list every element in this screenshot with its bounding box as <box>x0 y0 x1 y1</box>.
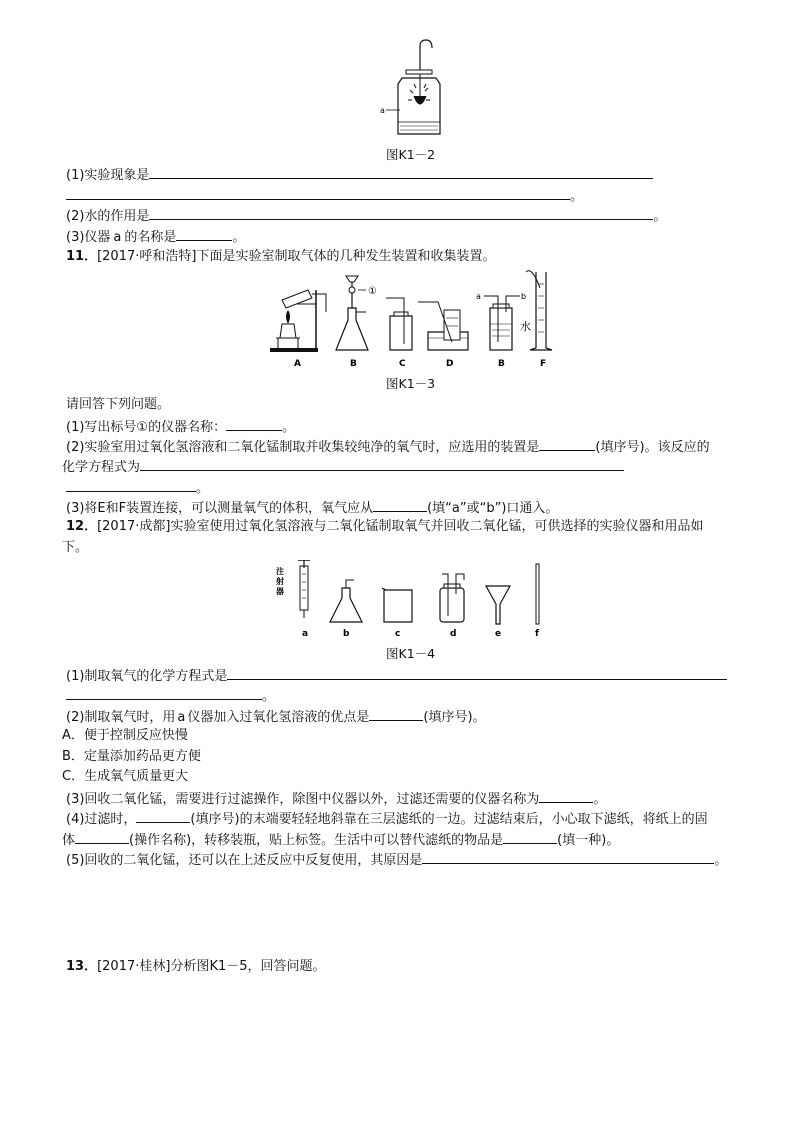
apparatus-e <box>476 292 526 350</box>
answer-blank[interactable] <box>66 186 570 200</box>
instrument-d-bottle <box>440 574 464 622</box>
q12-stem: 12．[2017·成都]实验室使用过氧化氢溶液与二氧化锰制取氧气并回收二氧化锰，可供选择的实验仪器和用品如 <box>66 519 704 534</box>
q12-part4-cont: 体 (操作名称)，转移装瓶，贴上标签。生活中可以替代滤纸的物品是 (填一种)。 <box>62 830 619 849</box>
q12-part5: (5)回收的二氧化锰，还可以在上述反应中反复使用，其原因是 。 <box>66 850 727 869</box>
q11-stem: 11．[2017·呼和浩特]下面是实验室制取气体的几种发生装置和收集装置。 <box>66 249 496 264</box>
q11-part1: (1)写出标号①的仪器名称： 。 <box>66 417 295 436</box>
apparatus-c <box>386 298 412 350</box>
instrument-c-beaker <box>382 588 412 622</box>
figure-k1-2 <box>378 38 448 138</box>
label-D: D <box>446 359 454 369</box>
answer-blank[interactable] <box>369 707 423 721</box>
answer-blank[interactable] <box>422 850 714 864</box>
label-d: d <box>450 629 457 639</box>
answer-blank[interactable] <box>227 666 727 680</box>
answer-blank[interactable] <box>149 165 653 179</box>
q12-part4: (4)过滤时， (填序号)的末端要轻轻地斜靠在三层滤纸的一边。过滤结束后，小心取下滤纸，将纸上的固 <box>66 809 708 828</box>
label-b: b <box>343 629 350 639</box>
label-f: f <box>535 629 539 639</box>
answer-blank[interactable] <box>539 789 593 803</box>
answer-blank[interactable] <box>75 830 129 844</box>
answer-blank[interactable] <box>539 437 595 451</box>
q12-part1-cont: 。 <box>66 686 275 705</box>
answer-blank[interactable] <box>373 498 427 512</box>
q12-option-a: A．便于控制反应快慢 <box>62 728 188 743</box>
answer-blank[interactable] <box>176 227 232 241</box>
q11-part2-cont2: 。 <box>66 478 209 497</box>
apparatus-d <box>418 302 468 350</box>
figure-caption: 图K1－2 <box>386 147 436 162</box>
q10-part1: (1)实验现象是 <box>66 165 653 184</box>
answer-blank[interactable] <box>149 206 653 220</box>
label-water: 水 <box>520 320 531 333</box>
q11-part2: (2)实验室用过氧化氢溶液和二氧化锰制取并收集较纯净的氧气时，应选用的装置是 (填序号)。该反应的 <box>66 437 710 456</box>
label-F: F <box>540 359 547 369</box>
label-a: a <box>302 629 309 639</box>
figure-caption: 图K1－4 <box>386 646 436 661</box>
q12-part3: (3)回收二氧化锰，需要进行过滤操作，除图中仪器以外，过滤还需要的仪器名称为 。 <box>66 789 606 808</box>
label-b: b <box>521 292 527 301</box>
answer-blank[interactable] <box>66 478 196 492</box>
q12-part1: (1)制取氧气的化学方程式是 <box>66 666 727 685</box>
q12-option-b: B．定量添加药品更方便 <box>62 749 201 764</box>
figure-k1-3 <box>262 268 562 372</box>
label-A: A <box>294 359 301 369</box>
figure-caption: 图K1－3 <box>386 376 436 391</box>
label-C: C <box>399 359 406 369</box>
label-e: e <box>495 629 502 639</box>
answer-blank[interactable] <box>503 830 557 844</box>
q10-part1-cont: 。 <box>66 186 583 205</box>
q11-part3: (3)将E和F装置连接，可以测量氧气的体积，氧气应从 (填“a”或“b”)口通入。 <box>66 498 558 517</box>
instrument-e-funnel <box>486 586 510 624</box>
q12-stem-cont: 下。 <box>62 540 89 555</box>
figure-k1-4 <box>266 560 556 640</box>
instrument-f-rod <box>536 564 539 624</box>
instrument-a-syringe <box>275 560 310 618</box>
answer-blank[interactable] <box>136 809 190 823</box>
label-a: a <box>476 292 481 301</box>
figure-label-a: a <box>380 106 385 115</box>
q10-part2: (2)水的作用是 。 <box>66 206 666 225</box>
q13-stem: 13．[2017·桂林]分析图K1－5，回答问题。 <box>66 959 326 974</box>
label-c: c <box>395 629 401 639</box>
label-B2: B <box>498 359 505 369</box>
label-mark-1: ① <box>368 286 377 297</box>
apparatus-b <box>336 276 377 350</box>
q12-option-c: C．生成氧气质量更大 <box>62 769 189 784</box>
q10-part3: (3)仪器 a 的名称是 。 <box>66 227 245 246</box>
q11-part2-cont: 化学方程式为 <box>62 457 624 476</box>
syringe-label: 注射器 <box>276 567 284 596</box>
label-B: B <box>350 359 357 369</box>
q11-intro: 请回答下列问题。 <box>66 397 171 412</box>
answer-blank[interactable] <box>140 457 624 471</box>
answer-blank[interactable] <box>66 686 262 700</box>
apparatus-f <box>520 271 552 350</box>
instrument-b-flask <box>330 580 362 622</box>
answer-blank[interactable] <box>226 417 282 431</box>
q12-part2: (2)制取氧气时，用 a 仪器加入过氧化氢溶液的优点是 (填序号)。 <box>66 707 486 726</box>
apparatus-a <box>270 290 326 352</box>
